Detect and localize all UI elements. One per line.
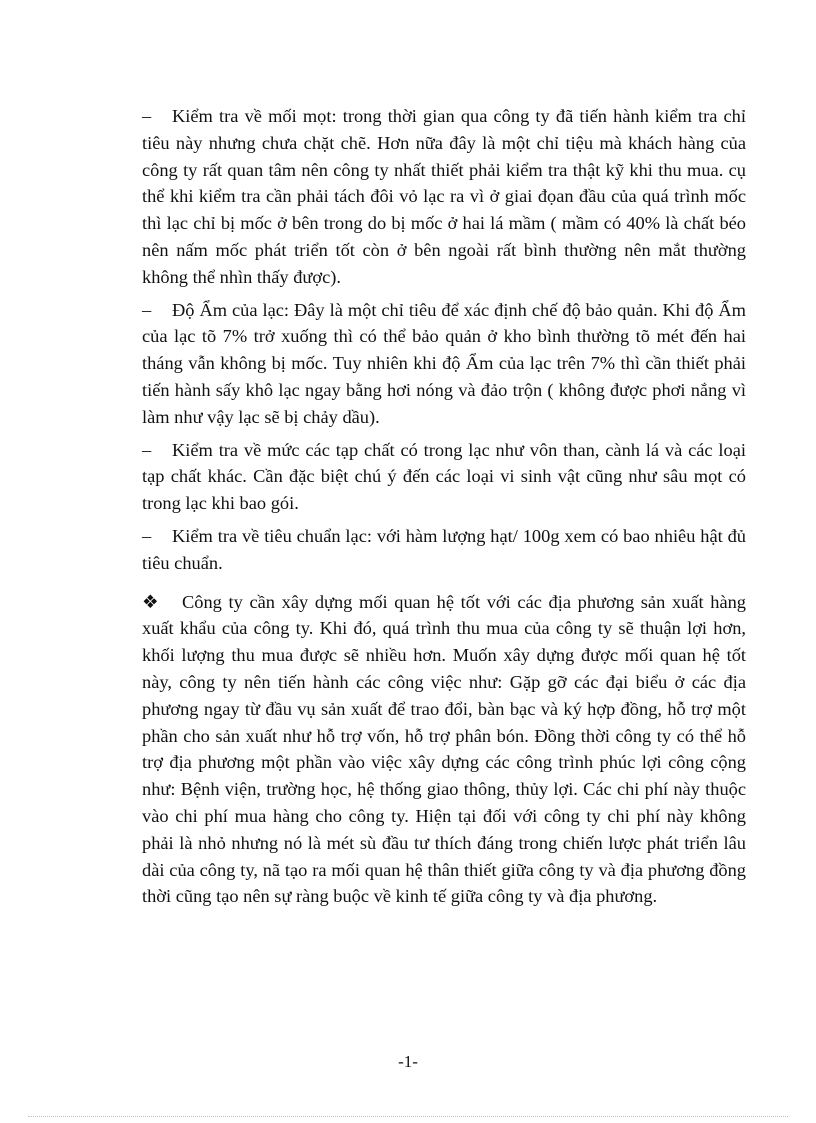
paragraph-text: Kiểm tra về mối mọt: trong thời gian qua công ty đã tiến hành kiểm tra chỉ tiêu này nhưng chưa chặt chẽ. Hơn nữa đây là một chỉ tiệu mà khách hàng của công ty rất quan tâm nên công ty nhất thiết phải kiểm tra thật kỹ khi thu mua. cụ thể khi kiểm tra cần phải tách đôi vỏ lạc ra vì ở giai đọan đầu của quá trình mốc thì lạc chỉ bị mốc ở bên trong do bị mốc ở hai lá mầm ( mầm có 40% là chất béo nên nấm mốc phát triển tốt còn ở bên ngoài rất bình thường nên mắt thường không thể nhìn thấy được). — [142, 106, 746, 287]
dash-bullet: – — [142, 106, 152, 126]
paragraph-impurity-check — [142, 437, 746, 517]
document-body — [142, 103, 746, 916]
paragraph-insect-check — [142, 103, 746, 291]
paragraph-standard-check — [142, 523, 746, 577]
paragraph-local-relations — [142, 589, 746, 911]
paragraph-text: Kiểm tra về mức các tạp chất có trong lạc như vôn than, cành lá và các loại tạp chất khác. Cần đặc biệt chú ý đến các loại vi sinh vật cũng như sâu mọt có trong lạc khi bao gói. — [142, 439, 746, 514]
page-number: -1- — [398, 1052, 418, 1071]
dash-bullet: – — [142, 525, 152, 546]
paragraph-moisture-check — [142, 297, 746, 431]
paragraph-text: Công ty cần xây dựng mối quan hệ tốt với các địa phương sản xuất hàng xuất khẩu của công ty. Khi đó, quá trình thu mua của công ty sẽ thuận lợi hơn, khối lượng thu mua được sẽ nhiều hơn. Muốn xây dựng được mối quan hệ tốt này, công ty nên tiến hành các công việc như: Gặp gỡ các đại biểu ở các địa phương ngay từ đầu vụ sản xuất để trao đổi, bàn bạc và ký hợp đồng, hỗ trợ một phần cho sản xuất như hỗ trợ vốn, hỗ trợ phân bón. Đồng thời công ty có thể hỗ trợ địa phương một phần vào việc xây dựng các công trình phúc lợi công cộng như: Bệnh viện, trường học, hệ thống giao thông, thủy lợi. Các chi phí này thuộc vào chi phí mua hàng cho công ty. Hiện tại đối với công ty chi phí này không phải là nhỏ nhưng nó là mét sù đầu tư thích đáng trong chiến lược phát triển lâu dài của công ty, nã tạo ra mối quan hệ thân thiết giữa công ty và địa phương đồng thời cũng tạo nên sự ràng buộc về kinh tế giữa công ty và địa phương. — [142, 591, 746, 907]
dash-bullet: – — [142, 439, 152, 460]
diamond-bullet-icon: ❖ — [142, 591, 159, 612]
dash-bullet: – — [142, 299, 152, 320]
paragraph-text: Kiểm tra về tiêu chuẩn lạc: với hàm lượng hạt/ 100g xem có bao nhiêu hật đủ tiêu chuẩn. — [142, 525, 746, 573]
footer-divider — [28, 1116, 788, 1117]
paragraph-text: Độ Ẩm của lạc: Đây là một chỉ tiêu để xác định chế độ bảo quản. Khi độ Ẩm của lạc tõ 7% trở xuống thì có thể bảo quản ở kho bình thường tõ mét đến hai tháng vẫn không bị mốc. Tuy nhiên khi độ Ẩm của lạc trên 7% thì cần thiết phải tiến hành sấy khô lạc ngay bằng hơi nóng và đảo trộn ( không được phơi nắng vì làm như vậy lạc sẽ bị chảy dầu). — [142, 299, 746, 427]
